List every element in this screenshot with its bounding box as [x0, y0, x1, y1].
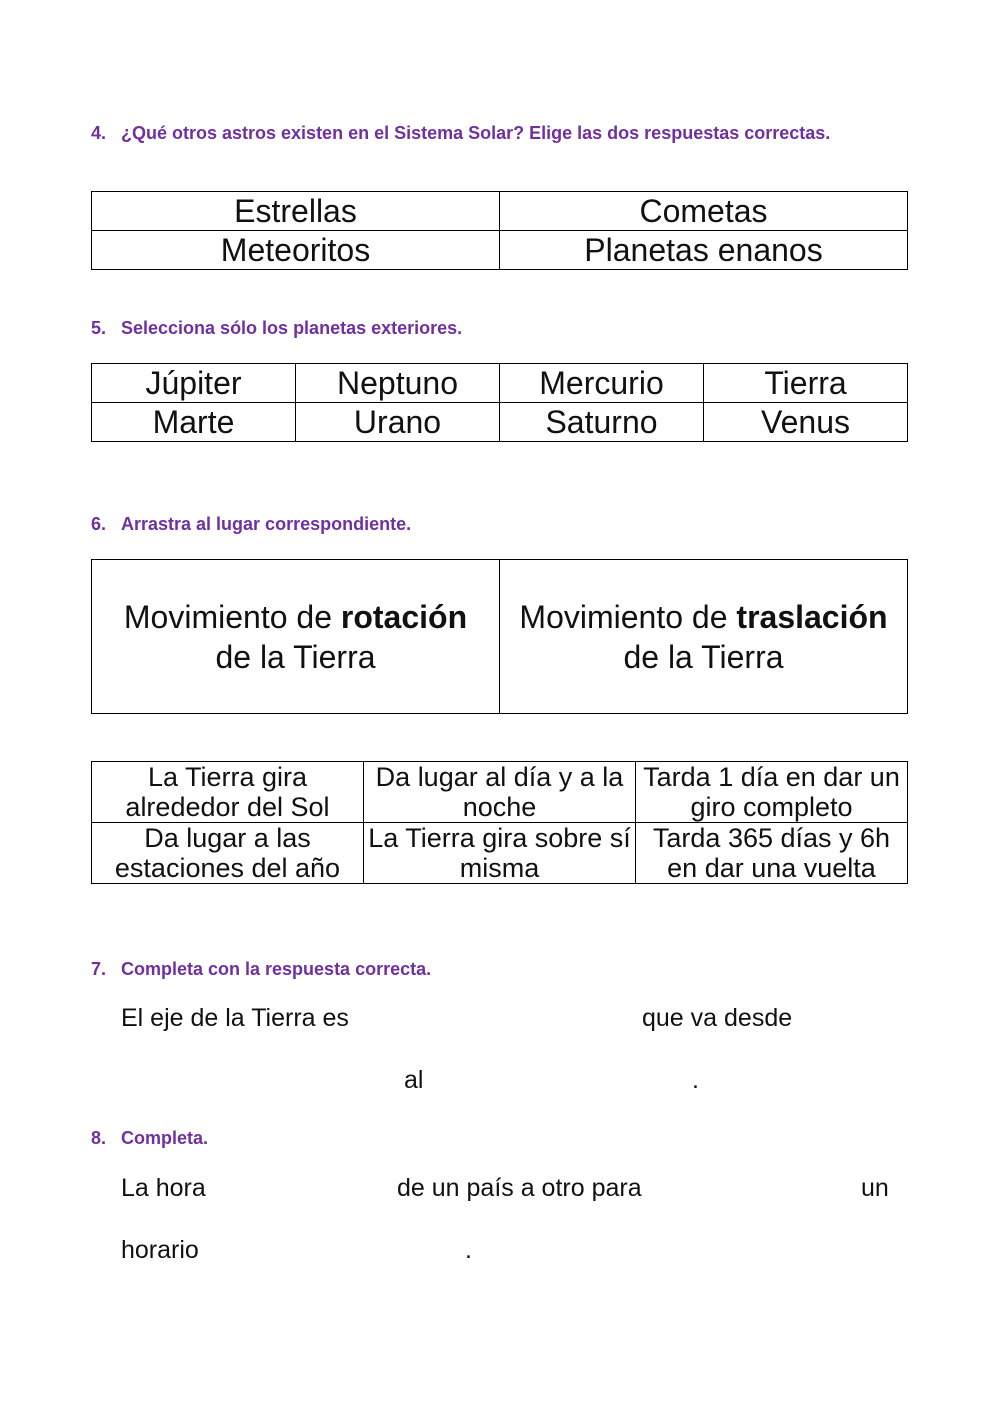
q8-text-2b: . [465, 1236, 472, 1264]
option-estrellas[interactable]: Estrellas [92, 192, 500, 231]
question-number: 4. [91, 123, 107, 143]
question-text: Completa con la respuesta correcta. [121, 959, 432, 979]
option-venus[interactable]: Venus [704, 403, 908, 442]
option-neptuno[interactable]: Neptuno [296, 364, 500, 403]
question-text: Completa. [121, 1128, 209, 1148]
q8-text-1b: de un país a otro para [397, 1174, 642, 1202]
question-8-heading [91, 1126, 208, 1150]
question-6-heading [91, 512, 411, 536]
q7-text-1a: El eje de la Tierra es [121, 1004, 349, 1032]
option-jupiter[interactable]: Júpiter [92, 364, 296, 403]
option-saturno[interactable]: Saturno [500, 403, 704, 442]
card-1-dia[interactable]: Tarda 1 día en dar un giro completo [636, 762, 908, 823]
q7-text-2a: al [404, 1066, 424, 1094]
card-gira-alrededor-sol[interactable]: La Tierra gira alrededor del Sol [92, 762, 364, 823]
question-text: Arrastra al lugar correspondiente. [121, 514, 412, 534]
question-text: ¿Qué otros astros existen en el Sistema Solar? Elige las dos respuestas correctas. [121, 123, 831, 143]
translation-bold: traslación [736, 598, 888, 635]
rotation-prefix: Movimiento de [123, 598, 341, 635]
question-number: 8. [91, 1128, 107, 1148]
option-urano[interactable]: Urano [296, 403, 500, 442]
translation-prefix: Movimiento de [519, 598, 737, 635]
question-number: 6. [91, 514, 107, 534]
q7-text-2b: . [692, 1066, 699, 1094]
option-tierra[interactable]: Tierra [704, 364, 908, 403]
q8-text-1c: un [861, 1174, 889, 1202]
question-7-heading [91, 957, 431, 981]
option-cometas[interactable]: Cometas [500, 192, 908, 231]
question-text: Selecciona sólo los planetas exteriores. [121, 318, 463, 338]
option-mercurio[interactable]: Mercurio [500, 364, 704, 403]
question-number: 5. [91, 318, 107, 338]
card-gira-sobre-si-misma[interactable]: La Tierra gira sobre sí misma [364, 823, 636, 884]
q5-options-table [91, 363, 908, 442]
option-marte[interactable]: Marte [92, 403, 296, 442]
rotation-suffix: de la Tierra [215, 638, 376, 675]
card-estaciones[interactable]: Da lugar a las estaciones del año [92, 823, 364, 884]
q8-text-1a: La hora [121, 1174, 206, 1202]
drop-zone-rotation[interactable] [92, 560, 500, 714]
q4-options-table [91, 191, 908, 270]
rotation-bold: rotación [340, 598, 468, 635]
q7-text-1b: que va desde [642, 1004, 793, 1032]
question-5-heading [91, 316, 462, 340]
q6-draggable-cards [91, 761, 908, 884]
q8-text-2a: horario [121, 1236, 199, 1264]
translation-suffix: de la Tierra [623, 638, 784, 675]
card-dia-y-noche[interactable]: Da lugar al día y a la noche [364, 762, 636, 823]
option-planetas-enanos[interactable]: Planetas enanos [500, 231, 908, 270]
option-meteoritos[interactable]: Meteoritos [92, 231, 500, 270]
question-number: 7. [91, 959, 107, 979]
drop-zone-translation[interactable] [500, 560, 908, 714]
card-365-dias[interactable]: Tarda 365 días y 6h en dar una vuelta [636, 823, 908, 884]
question-4-heading [91, 121, 841, 145]
q6-drop-targets [91, 559, 908, 714]
